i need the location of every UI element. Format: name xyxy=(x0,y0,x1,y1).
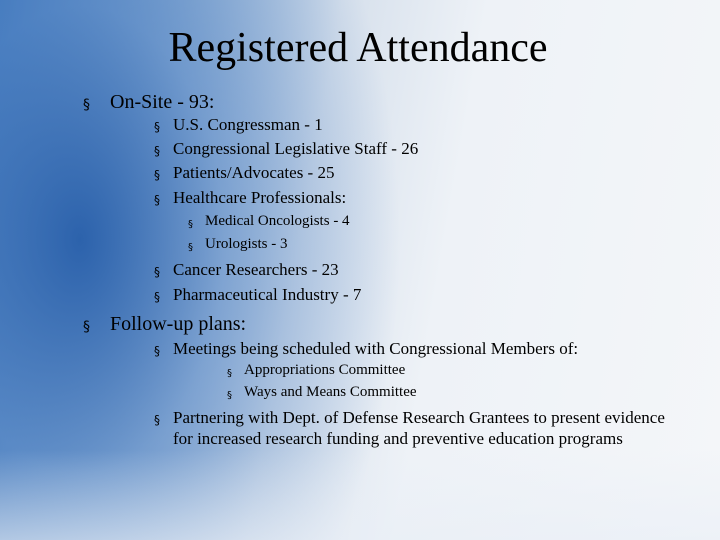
list-item xyxy=(154,407,678,449)
list-item-text: Patients/Advocates - 25 xyxy=(173,163,335,182)
bullet-icon: § xyxy=(188,242,193,253)
list-item xyxy=(154,114,323,135)
bullet-icon: § xyxy=(227,368,232,379)
bullet-icon: § xyxy=(154,413,160,427)
slide-title: Registered Attendance xyxy=(168,25,548,71)
bullet-icon: § xyxy=(154,290,160,304)
list-item xyxy=(154,284,362,305)
list-item xyxy=(188,212,350,231)
bullet-icon: § xyxy=(154,193,160,207)
list-item-text: Medical Oncologists - 4 xyxy=(205,213,350,229)
list-item-text: Meetings being scheduled with Congressional Members of: xyxy=(173,339,579,358)
bullet-icon: § xyxy=(83,97,90,113)
bullet-icon: § xyxy=(83,319,90,335)
list-item-text: Appropriations Committee xyxy=(244,362,406,378)
list-item xyxy=(154,338,579,359)
list-item xyxy=(154,162,335,183)
list-item-onsite xyxy=(83,90,215,114)
followup-label: Follow-up plans: xyxy=(110,313,247,335)
list-item xyxy=(227,361,406,380)
list-item-followup xyxy=(83,312,247,336)
list-item-text: Ways and Means Committee xyxy=(244,384,417,400)
bullet-icon: § xyxy=(188,219,193,230)
bullet-icon: § xyxy=(154,265,160,279)
list-item xyxy=(188,235,288,254)
bullet-icon: § xyxy=(154,344,160,358)
list-item-text: Urologists - 3 xyxy=(205,236,288,252)
list-item-text: Cancer Researchers - 23 xyxy=(173,260,339,279)
list-item xyxy=(154,259,339,280)
list-item-text: Pharmaceutical Industry - 7 xyxy=(173,285,362,304)
list-item xyxy=(154,187,347,208)
list-item-text: U.S. Congressman - 1 xyxy=(173,115,323,134)
list-item-text: Partnering with Dept. of Defense Research Grantees to present evidence for increased research funding and preventive education programs xyxy=(173,408,665,448)
list-item xyxy=(227,383,417,402)
onsite-label: On-Site - 93: xyxy=(110,91,215,113)
list-item xyxy=(154,138,419,159)
list-item-text: Congressional Legislative Staff - 26 xyxy=(173,139,419,158)
bullet-icon: § xyxy=(154,144,160,158)
list-item-text: Healthcare Professionals: xyxy=(173,188,347,207)
bullet-icon: § xyxy=(154,168,160,182)
bullet-icon: § xyxy=(154,120,160,134)
bullet-icon: § xyxy=(227,390,232,401)
